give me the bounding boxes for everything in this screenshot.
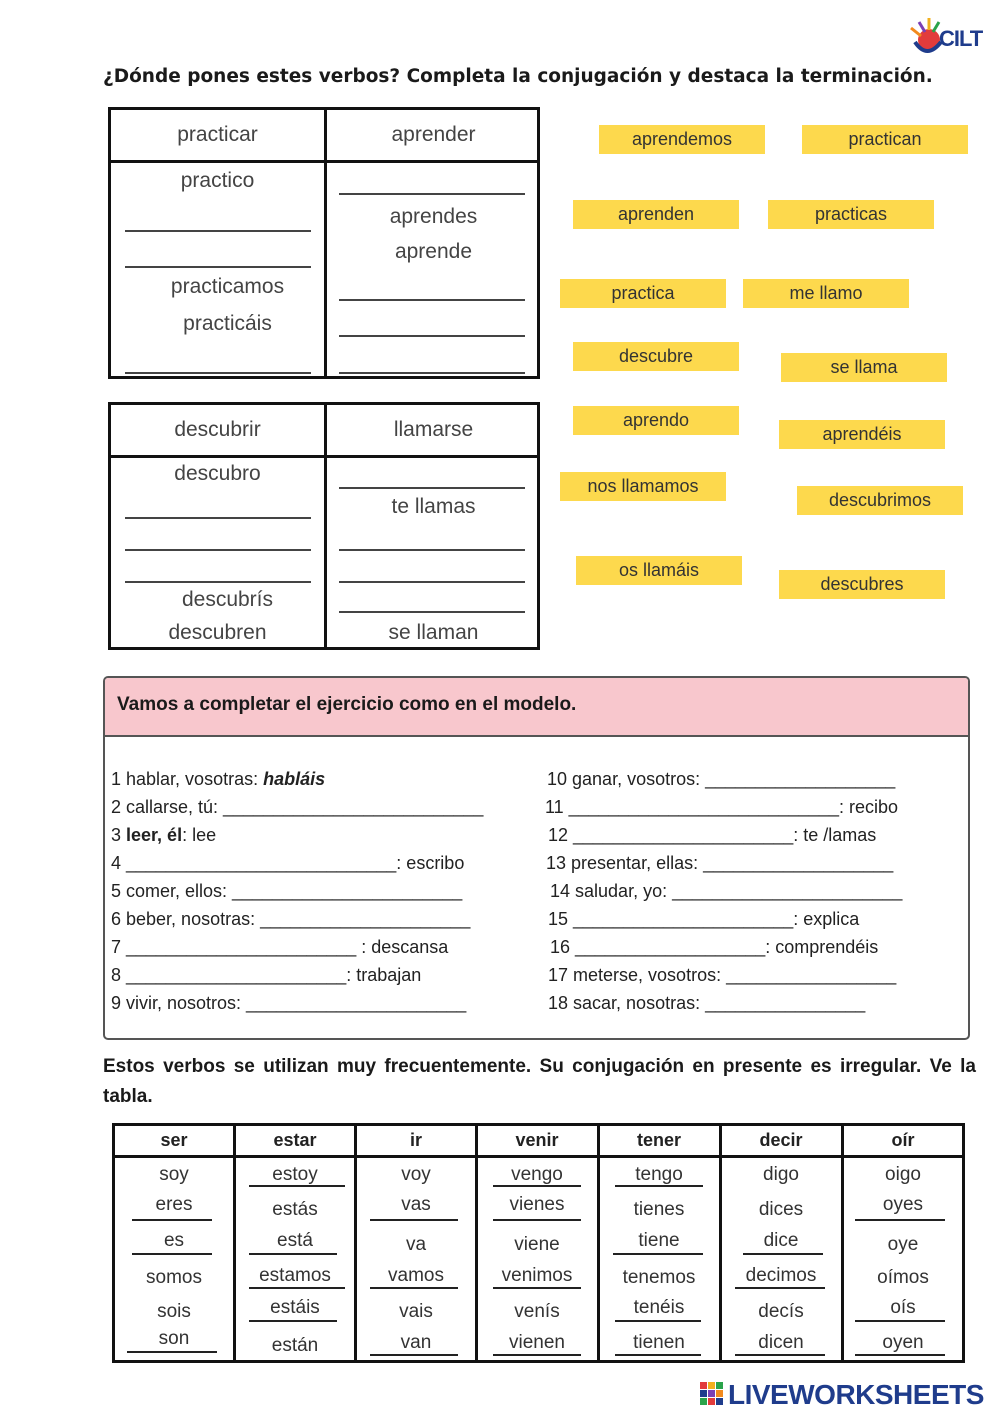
tile-practica[interactable]: practica	[560, 279, 726, 308]
exercise-item-12[interactable]: 12 ______________________: te /lamas	[548, 825, 877, 845]
exercise-header	[105, 678, 968, 737]
cilt-logo	[905, 12, 990, 62]
tile-practican[interactable]: practican	[802, 125, 968, 154]
cell-practicamos: practicamos	[170, 275, 285, 298]
item-text: 2 callarse, tú: __________________________	[111, 797, 484, 817]
item-text: 5 comer, ellos: _______________________	[111, 881, 463, 901]
answer-underline	[132, 1253, 212, 1255]
tile-aprendeis[interactable]: aprendéis	[779, 420, 945, 449]
answer-underline	[493, 1219, 581, 1221]
exercise-box	[103, 676, 970, 1040]
blank-input[interactable]	[125, 581, 311, 583]
exercise-item-18[interactable]: 18 sacar, nosotras: ________________	[548, 993, 866, 1013]
cell-es: es	[163, 1230, 185, 1251]
cell-oigo: oigo	[885, 1164, 921, 1185]
cell-estan: están	[271, 1335, 319, 1356]
answer-underline	[735, 1354, 825, 1356]
cell-ois: oís	[890, 1297, 916, 1318]
cell-vienen: vienen	[509, 1332, 565, 1353]
cell-vas: vas	[401, 1194, 431, 1215]
header-venir: venir	[515, 1130, 559, 1150]
header-ir: ir	[409, 1130, 422, 1150]
item-text: 7 _______________________ : descansa	[111, 937, 449, 957]
answer-underline	[370, 1287, 458, 1289]
exercise-item-14[interactable]: 14 saludar, yo: _______________________	[550, 881, 903, 901]
irregular-paragraph: Estos verbos se utilizan muy frecuentemente. Su conjugación en presente es irregular. Ve la tabla.	[103, 1056, 976, 1107]
blank-input[interactable]	[339, 549, 525, 551]
exercise-item-6[interactable]	[111, 909, 470, 930]
answer-underline	[249, 1185, 345, 1187]
cell-eres: eres	[155, 1194, 193, 1215]
answer-underline	[493, 1287, 581, 1289]
exercise-item-1	[111, 769, 325, 790]
tile-descubrimos[interactable]: descubrimos	[797, 486, 963, 515]
tile-me-llamo[interactable]: me llamo	[743, 279, 909, 308]
cell-dices: dices	[758, 1199, 804, 1220]
cell-te-llamas: te llamas	[391, 495, 476, 518]
liveworksheets-brand	[700, 1378, 995, 1410]
answer-underline	[370, 1219, 458, 1221]
cell-practicais: practicáis	[183, 312, 272, 335]
answer-underline	[855, 1320, 945, 1322]
header-divider	[111, 455, 537, 458]
cell-tiene: tiene	[638, 1230, 680, 1251]
exercise-item-7[interactable]	[111, 937, 448, 958]
cell-van: van	[400, 1332, 432, 1353]
exercise-item-11[interactable]: 11 ___________________________: recibo	[545, 797, 899, 817]
cell-descubren: descubren	[168, 621, 267, 644]
header-descubrir: descubrir	[174, 418, 261, 441]
tile-descubre[interactable]: descubre	[573, 342, 739, 371]
answer-underline	[613, 1253, 703, 1255]
cell-somos: somos	[146, 1267, 202, 1288]
blank-input[interactable]	[339, 611, 525, 613]
cell-viene: viene	[514, 1234, 560, 1255]
conjugation-table-2	[108, 402, 540, 650]
answer-underline	[615, 1185, 703, 1187]
header-divider	[115, 1155, 962, 1158]
tile-practicas[interactable]: practicas	[768, 200, 934, 229]
item-answer: : lee	[182, 825, 217, 845]
answer-underline	[735, 1287, 825, 1289]
cell-soy: soy	[159, 1164, 189, 1185]
cell-se-llaman: se llaman	[388, 621, 479, 644]
header-oir: oír	[891, 1130, 915, 1150]
cell-tienen: tienen	[633, 1332, 685, 1353]
blank-input[interactable]	[339, 581, 525, 583]
tile-nos-llamamos[interactable]: nos llamamos	[560, 472, 726, 501]
tile-os-llamais[interactable]: os llamáis	[576, 556, 742, 585]
header-divider	[111, 160, 537, 163]
header-practicar: practicar	[177, 123, 258, 146]
tile-aprenden[interactable]: aprenden	[573, 200, 739, 229]
cell-oyen: oyen	[882, 1332, 924, 1353]
exercise-item-2[interactable]	[111, 797, 483, 818]
blank-input[interactable]	[125, 549, 311, 551]
cell-oye: oye	[887, 1234, 919, 1255]
blank-input[interactable]	[125, 266, 311, 268]
cell-aprendes: aprendes	[389, 205, 478, 228]
item-bold: leer, él	[126, 825, 183, 845]
answer-underline	[249, 1320, 337, 1322]
answer-underline	[615, 1320, 701, 1322]
cell-decimos: decimos	[745, 1265, 817, 1286]
blank-input[interactable]	[125, 517, 311, 519]
item-answer: habláis	[263, 769, 326, 789]
exercise-item-3	[111, 825, 216, 846]
answer-underline	[249, 1253, 337, 1255]
cell-tienes: tienes	[633, 1199, 685, 1220]
cell-voy: voy	[401, 1164, 431, 1185]
cell-digo: digo	[763, 1164, 799, 1185]
liveworksheets-logo-icon	[700, 1382, 724, 1410]
blank-input[interactable]	[125, 230, 311, 232]
cell-teneis: tenéis	[633, 1297, 685, 1318]
item-text: 4 ___________________________: escribo	[111, 853, 465, 873]
cell-oyes: oyes	[882, 1194, 924, 1215]
cell-vengo: vengo	[511, 1164, 563, 1185]
header-tener: tener	[636, 1130, 681, 1150]
blank-input[interactable]	[339, 487, 525, 489]
tile-aprendo[interactable]: aprendo	[573, 406, 739, 435]
cell-estas: estás	[272, 1199, 318, 1220]
tile-se-llama[interactable]: se llama	[781, 353, 947, 382]
item-text: 9 vivir, nosotros: ______________________	[111, 993, 467, 1013]
answer-underline	[493, 1185, 581, 1187]
header-decir: decir	[759, 1130, 803, 1150]
exercise-item-10[interactable]: 10 ganar, vosotros: ___________________	[547, 769, 896, 789]
cell-dice: dice	[763, 1230, 799, 1251]
cell-oimos: oímos	[877, 1267, 929, 1288]
cell-estoy: estoy	[272, 1164, 318, 1185]
cell-tenemos: tenemos	[622, 1267, 696, 1288]
cell-venis: venís	[514, 1301, 560, 1322]
exercise-item-13[interactable]: 13 presentar, ellas: ___________________	[546, 853, 894, 873]
answer-underline	[127, 1351, 217, 1353]
answer-underline	[132, 1219, 212, 1221]
answer-underline	[855, 1219, 945, 1221]
item-text: 6 beber, nosotras: _____________________	[111, 909, 471, 929]
exercise-item-16[interactable]: 16 ___________________: comprendéis	[550, 937, 879, 957]
answer-underline	[615, 1354, 701, 1356]
cell-descubro: descubro	[174, 462, 261, 485]
cell-descubris: descubrís	[181, 588, 274, 611]
answer-underline	[370, 1354, 458, 1356]
blank-input[interactable]	[339, 372, 525, 374]
cell-estais: estáis	[270, 1297, 320, 1318]
header-estar: estar	[273, 1130, 317, 1150]
cell-vais: vais	[399, 1301, 433, 1322]
exercise-title: Vamos a completar el ejercicio como en el modelo.	[117, 694, 577, 715]
cell-vamos: vamos	[388, 1265, 444, 1286]
header-aprender: aprender	[391, 123, 476, 146]
header-ser: ser	[160, 1130, 188, 1150]
cell-venimos: venimos	[501, 1265, 573, 1286]
item-text: 8 ______________________: trabajan	[111, 965, 422, 985]
blank-input[interactable]	[125, 372, 311, 374]
header-llamarse: llamarse	[393, 418, 474, 441]
blank-input[interactable]	[339, 193, 525, 195]
cell-sois: sois	[157, 1301, 191, 1322]
exercise-item-9[interactable]	[111, 993, 466, 1014]
answer-underline	[493, 1354, 581, 1356]
cell-practico: practico	[180, 169, 255, 192]
item-text: 3	[111, 825, 127, 845]
irregular-verbs-table	[112, 1123, 965, 1363]
item-text: 1 hablar, vosotras:	[111, 769, 264, 789]
answer-underline	[249, 1287, 345, 1289]
blank-input[interactable]	[339, 299, 525, 301]
cell-va: va	[405, 1234, 427, 1255]
page-heading: ¿Dónde pones estes verbos? Completa la conjugación y destaca la terminación.	[103, 66, 933, 87]
blank-input[interactable]	[339, 335, 525, 337]
cell-esta: está	[277, 1230, 313, 1251]
brand-text: LIVEWORKSHEETS	[728, 1379, 984, 1410]
tile-descubres[interactable]: descubres	[779, 570, 945, 599]
exercise-item-8[interactable]	[111, 965, 421, 986]
answer-underline	[855, 1354, 945, 1356]
conjugation-table-1	[108, 107, 540, 379]
exercise-item-5[interactable]	[111, 881, 462, 902]
exercise-item-17[interactable]: 17 meterse, vosotros: _________________	[548, 965, 897, 985]
cell-vienes: vienes	[509, 1194, 565, 1215]
logo-text: CILT	[939, 26, 983, 51]
answer-underline	[743, 1253, 823, 1255]
cell-estamos: estamos	[259, 1265, 331, 1286]
cell-aprende: aprende	[394, 240, 473, 263]
exercise-item-4[interactable]	[111, 853, 464, 874]
exercise-item-15[interactable]: 15 ______________________: explica	[548, 909, 860, 929]
cell-decis: decís	[758, 1301, 804, 1322]
cell-son: son	[158, 1328, 190, 1349]
cell-dicen: dicen	[758, 1332, 804, 1353]
tile-aprendemos[interactable]: aprendemos	[599, 125, 765, 154]
cell-tengo: tengo	[635, 1164, 683, 1185]
